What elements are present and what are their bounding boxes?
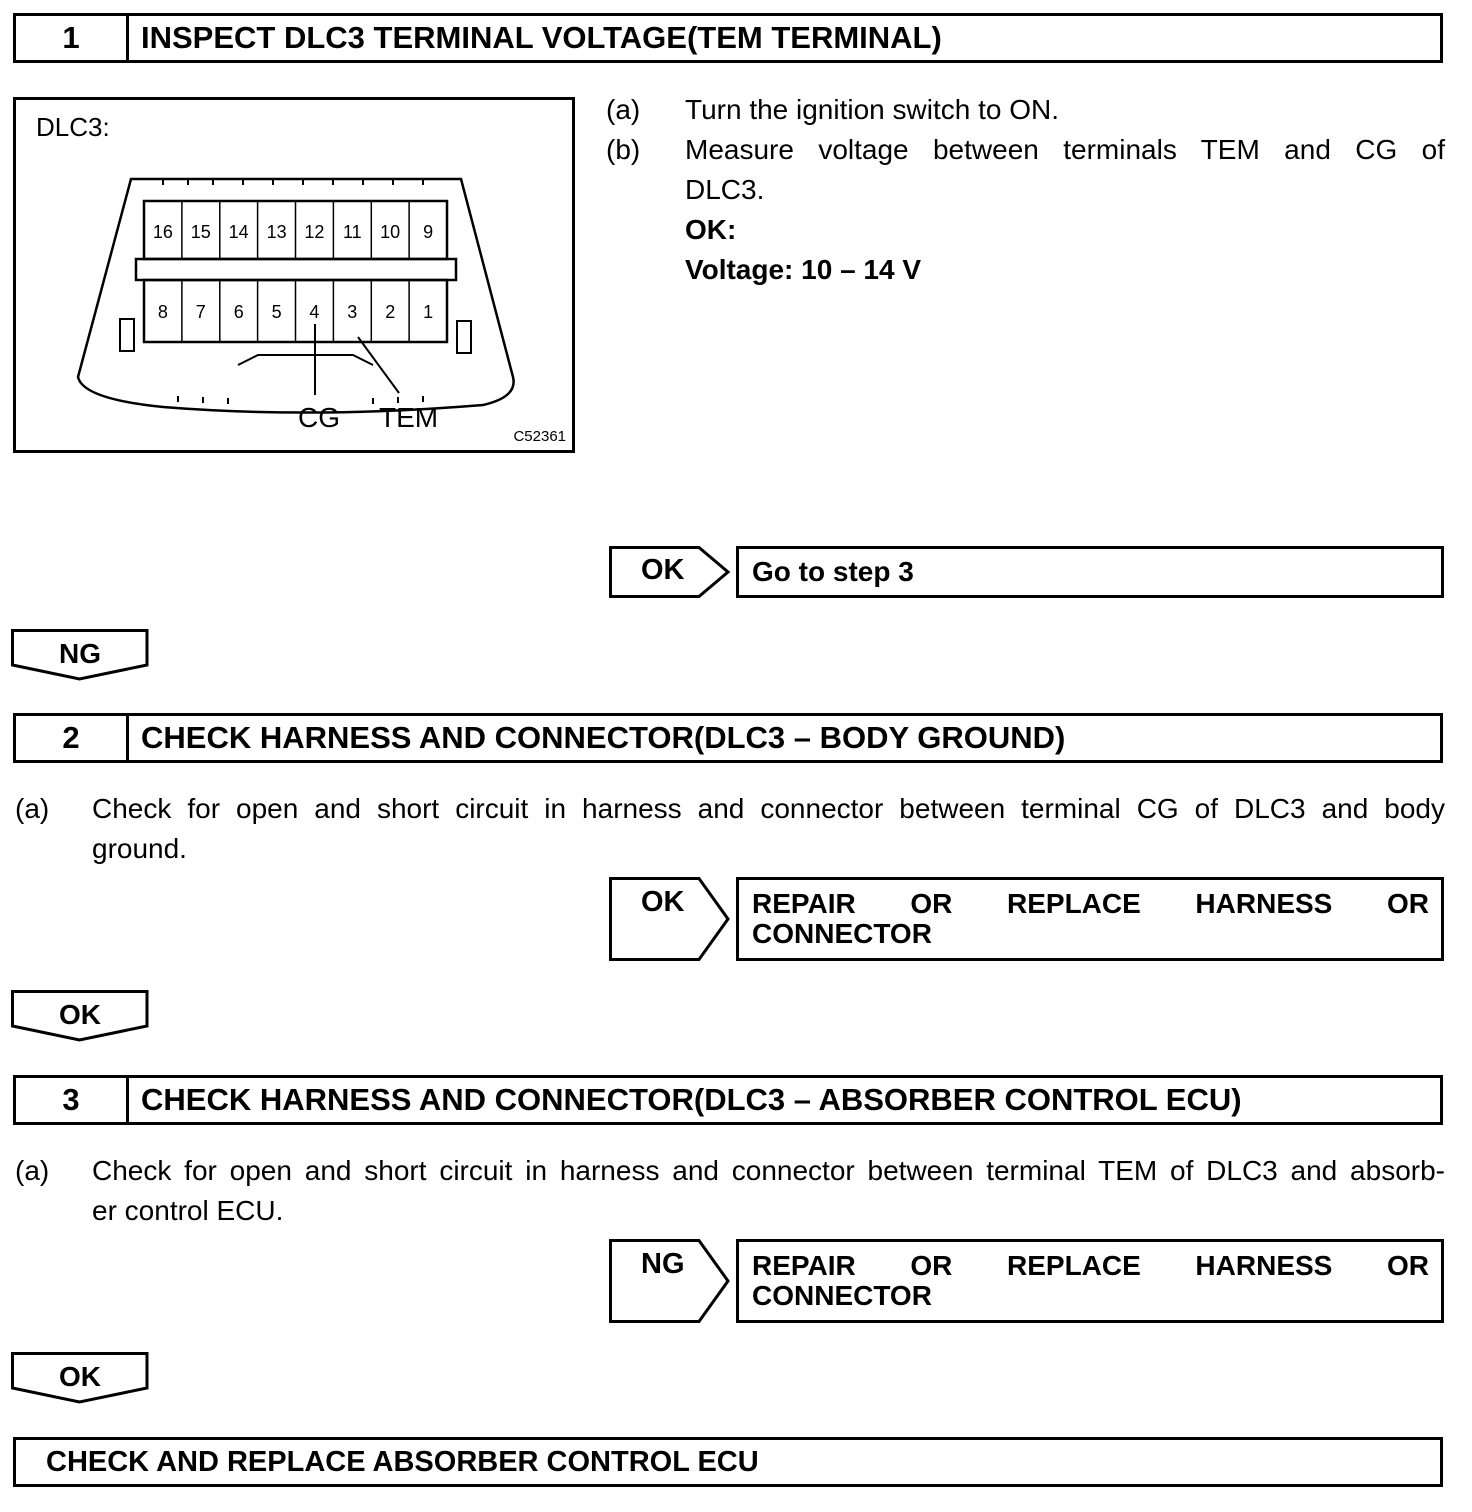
step3-a-text-line2: er control ECU. <box>92 1195 284 1226</box>
pin-label-16: 16 <box>152 222 173 242</box>
step2-a-text-line2: ground. <box>92 833 187 864</box>
dlc3-connector-drawing <box>13 97 575 453</box>
step-2-number: 2 <box>16 716 129 760</box>
step3-result-line2: CONNECTOR <box>752 1280 932 1311</box>
step1-b-text-line1: Measure voltage between terminals TEM and CG of <box>685 134 1445 165</box>
step1-result-text: Go to step 3 <box>752 556 914 587</box>
step1-a-text: Turn the ignition switch to ON. <box>685 94 1060 125</box>
final-action-box <box>13 1437 1443 1487</box>
step3-result-label: NG <box>641 1248 685 1280</box>
step2-result-box <box>736 877 1444 961</box>
step-1-number: 1 <box>16 16 129 60</box>
dlc3-figure <box>13 97 575 453</box>
step1-result-label: OK <box>641 554 685 586</box>
pin-label-3: 3 <box>347 302 358 322</box>
pin-label-4: 4 <box>309 302 320 322</box>
pin-label-9: 9 <box>423 222 434 242</box>
step-1-header <box>13 13 1443 63</box>
ok-spec-label: OK: <box>685 214 737 245</box>
pin-label-11: 11 <box>342 222 362 242</box>
step2-a-marker: (a) <box>15 793 50 824</box>
step-3-number: 3 <box>16 1078 129 1122</box>
pin-label-12: 12 <box>304 222 325 242</box>
step-3-header <box>13 1075 1443 1125</box>
pin-label-6: 6 <box>233 302 244 322</box>
pin-label-14: 14 <box>228 222 249 242</box>
step2-result-line2: CONNECTOR <box>752 918 932 949</box>
step1-b-marker: (b) <box>606 134 641 165</box>
pin-label-10: 10 <box>380 222 401 242</box>
step2-a-text-line1: Check for open and short circuit in harness and connector between terminal CG of DLC3 and body <box>92 793 1445 824</box>
pin-label-8: 8 <box>157 302 168 322</box>
step2-down-label: OK <box>59 999 101 1030</box>
cg-label: CG <box>298 402 340 433</box>
step1-result-box <box>736 546 1444 598</box>
step3-down-label: OK <box>59 1361 101 1392</box>
step1-down-label: NG <box>59 638 101 669</box>
pin-label-7: 7 <box>195 302 206 322</box>
pin-label-13: 13 <box>266 222 287 242</box>
step3-result-line1: REPAIR OR REPLACE HARNESS OR <box>752 1250 1429 1281</box>
step3-result-box <box>736 1239 1444 1323</box>
pin-label-5: 5 <box>271 302 282 322</box>
figure-code: C52361 <box>513 428 566 445</box>
tem-label: TEM <box>379 402 439 433</box>
dlc3-caption: DLC3: <box>36 112 110 142</box>
step-3-title: CHECK HARNESS AND CONNECTOR(DLC3 – ABSORBER CONTROL ECU) <box>141 1082 1242 1117</box>
step2-result-line1: REPAIR OR REPLACE HARNESS OR <box>752 888 1429 919</box>
step-1-title: INSPECT DLC3 TERMINAL VOLTAGE(TEM TERMINAL) <box>141 20 942 55</box>
step-2-header <box>13 713 1443 763</box>
step1-a-marker: (a) <box>606 94 641 125</box>
pin-label-15: 15 <box>190 222 211 242</box>
step1-b-text-line2: DLC3. <box>685 174 765 205</box>
step3-a-marker: (a) <box>15 1155 50 1186</box>
final-action-text: CHECK AND REPLACE ABSORBER CONTROL ECU <box>46 1445 759 1478</box>
step2-result-label: OK <box>641 886 685 918</box>
step3-a-text-line1: Check for open and short circuit in harness and connector between terminal TEM of DLC3 and absorb- <box>92 1155 1445 1186</box>
step-2-title: CHECK HARNESS AND CONNECTOR(DLC3 – BODY GROUND) <box>141 720 1066 755</box>
voltage-spec: Voltage: 10 – 14 V <box>685 254 922 285</box>
pin-label-2: 2 <box>385 302 396 322</box>
pin-label-1: 1 <box>423 302 434 322</box>
